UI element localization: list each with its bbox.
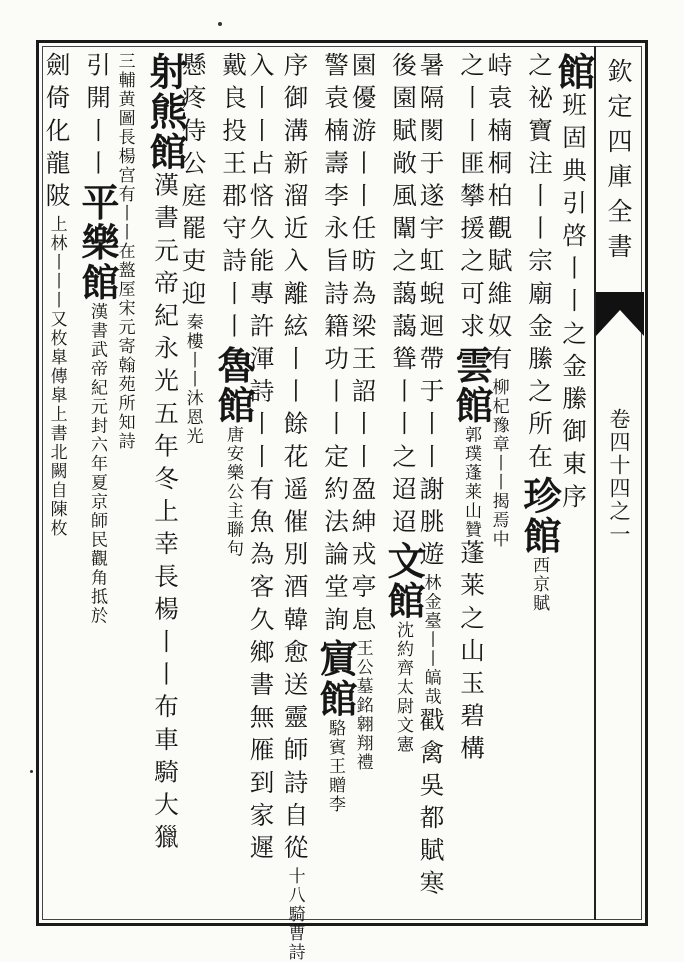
text-segment: 之丨丨匪攀援之可求 <box>457 52 486 346</box>
headword: 射熊館 <box>143 52 188 172</box>
text-column-6 <box>381 52 426 754</box>
text-segment: 漢書元帝紀永光五年冬上幸長楊丨丨布車騎大獵 <box>151 172 180 857</box>
annotation: 柳杞豫章丨丨揭焉中 <box>488 378 509 549</box>
text-segment: 後園賦敞風闈之藹藹聳丨丨之迢迢 <box>389 52 418 541</box>
text-column-13 <box>143 52 188 857</box>
text-segment: 入丨丨占悋久能專許渾詩丨丨有魚為客久鄉書無雁到家遲 <box>246 52 276 867</box>
text-segment: 峙袁楠桐柏觀賦維奴有 <box>484 52 514 378</box>
headword: 平樂館 <box>75 182 120 303</box>
headword: 珍館 <box>517 475 562 556</box>
annotation: 三輔黄圖長楊宫有丨丨在盩厔宋元寄翰苑所知詩 <box>114 52 135 451</box>
text-segment: 引開丨丨 <box>83 52 112 183</box>
book-title: 欽定四庫全書 <box>604 58 633 268</box>
text-column-1 <box>551 52 596 516</box>
annotation: 上林丨丨丨又枚臯傳臯上書北闕自陳枚 <box>46 215 67 538</box>
text-column-2 <box>517 52 562 613</box>
annotation: 西京賦 <box>529 555 549 613</box>
text-segment: 蓬莱之山玉碧構 <box>457 539 486 768</box>
text-segment: 序御溝新溜近入離絃丨丨餘花遥催別酒韓愈送靈師詩自從 <box>280 52 310 867</box>
annotation: 林金臺丨丨皜哉 <box>420 573 441 707</box>
headword: 館 <box>551 52 596 92</box>
text-segment: 園優游丨丨任昉為梁王詔丨丨盈紳戎亭息 <box>348 52 378 639</box>
annotation: 十八騎曹詩 <box>284 867 305 962</box>
ink-speck <box>218 22 222 26</box>
text-segment: 戳禽吳都賦寒 <box>416 706 446 903</box>
text-segment: 班固典引啓丨丨之金縢御東序 <box>559 92 588 516</box>
text-column-11 <box>211 52 256 559</box>
text-column-16 <box>42 52 72 538</box>
headword: 魯館 <box>211 345 256 426</box>
text-column-15 <box>75 52 120 626</box>
text-segment: 劍倚化龍陂 <box>42 52 72 215</box>
fishtail-mark <box>596 292 644 336</box>
annotation: 郭璞蓬莱山贊 <box>461 425 481 540</box>
annotation: 唐安樂公主聯句 <box>223 425 243 559</box>
annotation: 漢書武帝紀元封六年夏京師民觀角抵於 <box>87 302 107 626</box>
text-segment: 暑隔閡于遂宇虹蜺迴帶于丨丨謝朓遊 <box>416 52 446 574</box>
text-column-8 <box>313 52 358 814</box>
headword: 雲館 <box>449 345 494 426</box>
chapter-label: 卷四十四之一 <box>607 408 631 546</box>
text-column-9 <box>280 52 310 962</box>
ink-speck <box>30 770 33 773</box>
text-column-4 <box>449 52 494 768</box>
text-segment: 之祕寶注丨丨宗廟金縢之所在 <box>525 52 554 476</box>
text-segment: 戴良投王郡守詩丨丨 <box>219 52 248 346</box>
text-segment: 警袁楠壽李永旨詩籍功丨丨定約法論堂詢 <box>321 52 350 639</box>
margin-divider <box>594 46 596 920</box>
headword: 文館 <box>381 541 426 621</box>
headword: 賔館 <box>313 638 358 719</box>
annotation: 秦樓丨丨沐恩光 <box>182 312 203 446</box>
annotation: 駱賓王贈李 <box>325 718 345 814</box>
text-segment: 懸疼侍公庭罷吏迎 <box>178 52 208 313</box>
annotation: 沈約齊太尉文憲 <box>393 621 413 754</box>
annotation: 王公墓銘翱翔禮 <box>352 638 373 772</box>
